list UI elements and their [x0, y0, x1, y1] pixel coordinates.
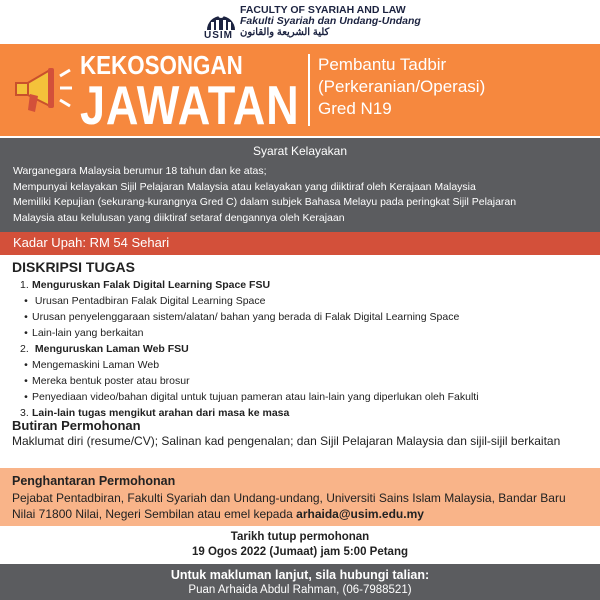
faculty-name — [240, 5, 421, 38]
duty-item: • Urusan Pentadbiran Falak Digital Learning Space — [24, 295, 266, 307]
kekosongan-heading: KEKOSONGAN — [80, 50, 243, 80]
requirements-section — [0, 138, 600, 232]
duty-item: • Urusan penyelenggaraan sistem/alatan/ bahan yang berada di Falak Digital Learning Space — [24, 311, 460, 323]
deadline-date: 19 Ogos 2022 (Jumaat) jam 5:00 Petang — [191, 546, 409, 558]
send-text: Pejabat Pentadbiran, Fakulti Syariah dan Undang-undang, Universiti Sains Islam Malaysia, Bandar Baru Nilai 71800 Nilai, Negeri Sembilan atau emel kepada arhaida@usim.edu.my — [12, 491, 566, 521]
vacancy-banner — [0, 44, 600, 136]
duties-list — [20, 277, 479, 421]
email-link[interactable]: arhaida@usim.edu.my — [296, 507, 424, 521]
footer-contact: Puan Arhaida Abdul Rahman, (06-7988521) — [188, 584, 412, 596]
duty-item: • Lain-lain yang berkaitan — [24, 327, 144, 339]
duty-heading-2: 2. Menguruskan Laman Web FSU — [20, 343, 189, 355]
requirement-item: Memiliki Kepujian (sekurang-kurangnya Gred C) dalam subjek Bahasa Melayu pada peringkat Sijil Pelajaran — [13, 196, 517, 208]
megaphone-icon — [8, 54, 78, 124]
post-title-line2: (Perkeranian/Operasi) — [318, 77, 486, 96]
wage-text: Kadar Upah: RM 54 Sehari — [13, 235, 170, 250]
duty-item: • Penyediaan video/bahan digital untuk tujuan pameran atau lain-lain yang diperlukan oleh Fakulti — [24, 391, 479, 403]
post-title-line1: Pembantu Tadbir — [318, 55, 447, 74]
requirements-list — [13, 164, 516, 226]
header — [0, 0, 600, 44]
send-title: Penghantaran Permohonan — [12, 474, 176, 488]
usim-label: USIM — [204, 30, 233, 41]
apply-text: Maklumat diri (resume/CV); Salinan kad pengenalan; dan Sijil Pelajaran Malaysia dan sijil-sijil berkaitan — [12, 434, 561, 448]
requirement-item: Malaysia atau kelulusan yang diiktiraf setaraf dengannya oleh Kerajaan — [13, 211, 345, 224]
requirement-item: Mempunyai kelayakan Sijil Pelajaran Malaysia atau kelayakan yang diiktiraf oleh Kerajaan Malaysia — [13, 180, 476, 193]
banner-divider — [308, 54, 310, 126]
post-title-line3: Gred N19 — [318, 99, 392, 118]
jawatan-heading: JAWATAN — [80, 74, 300, 136]
requirements-title: Syarat Kelayakan — [252, 144, 348, 158]
footer-line1: Untuk makluman lanjut, sila hubungi talian: — [170, 568, 430, 582]
wage-bar — [0, 232, 600, 255]
duty-item: • Mengemaskini Laman Web — [24, 359, 160, 371]
duties-title: DISKRIPSI TUGAS — [12, 259, 135, 275]
deadline-label: Tarikh tutup permohonan — [230, 531, 370, 543]
send-section — [0, 468, 600, 526]
post-title — [318, 54, 485, 120]
apply-title: Butiran Permohonan — [12, 418, 141, 433]
footer — [0, 564, 600, 600]
duty-heading-3: 3. Lain-lain tugas mengikut arahan dari masa ke masa — [20, 407, 290, 419]
faculty-name-ar: كلية الشريعة والقانون — [240, 27, 330, 38]
faculty-name-en: FACULTY OF SYARIAH AND LAW — [240, 4, 406, 16]
faculty-name-ms: Fakulti Syariah dan Undang-Undang — [240, 15, 421, 27]
duty-heading-1: 1. Menguruskan Falak Digital Learning Space FSU — [20, 279, 271, 291]
requirement-item: Warganegara Malaysia berumur 18 tahun dan ke atas; — [13, 165, 267, 177]
duty-item: • Mereka bentuk poster atau brosur — [24, 375, 190, 387]
